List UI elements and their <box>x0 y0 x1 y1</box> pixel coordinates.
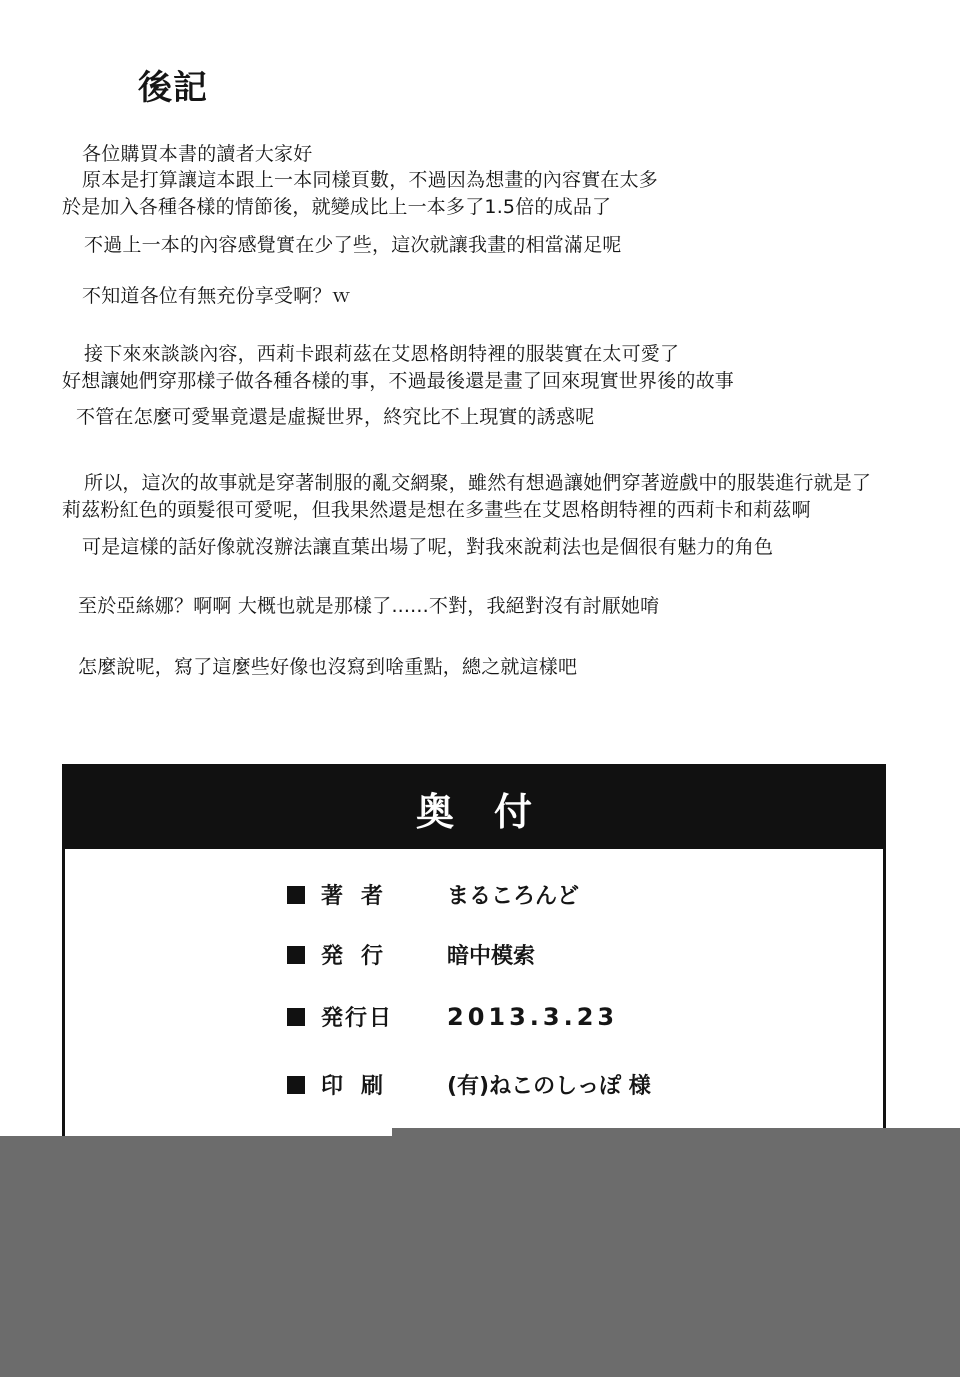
colophon-row-date <box>287 1001 618 1032</box>
afterword-line: 可是這樣的話好像就沒辦法讓直葉出場了呢，對我來說莉法也是個很有魅力的角色 <box>82 536 774 558</box>
afterword-line: 好想讓她們穿那樣子做各種各樣的事，不過最後還是畫了回來現實世界後的故事 <box>62 370 735 392</box>
colophon-row-author <box>287 879 579 910</box>
square-bullet-icon <box>287 1076 305 1094</box>
colophon-box <box>62 764 886 1184</box>
colophon-row-printer <box>287 1069 651 1100</box>
afterword-line: 莉茲粉紅色的頭髮很可愛呢，但我果然還是想在多畫些在艾恩格朗特裡的西莉卡和莉茲啊 <box>62 499 811 521</box>
colophon-value: 2013.3.23 <box>447 1002 619 1031</box>
colophon-title: 奥付 <box>65 767 883 849</box>
square-bullet-icon <box>287 1008 305 1026</box>
afterword-line: 於是加入各種各樣的情節後，就變成比上一本多了1.5倍的成品了 <box>62 196 612 218</box>
square-bullet-icon <box>287 946 305 964</box>
colophon-label: 著者 <box>321 884 402 909</box>
afterword-line: 不管在怎麼可愛畢竟還是虛擬世界，終究比不上現實的誘惑呢 <box>76 406 595 428</box>
colophon-label: 発行 <box>321 944 402 969</box>
colophon-label: 発行日 <box>321 1006 394 1031</box>
colophon-value: まるころんど <box>447 884 580 909</box>
afterword-line: 怎麼說呢，寫了這麼些好像也沒寫到啥重點，總之就這樣吧 <box>78 656 578 678</box>
afterword-line: 不知道各位有無充份享受啊？ｗ <box>82 285 351 307</box>
colophon-label: 印刷 <box>321 1074 402 1099</box>
afterword-line: 至於亞絲娜？啊啊 大概也就是那樣了......不對，我絕對沒有討厭她唷 <box>78 595 660 617</box>
afterword-title: 後記 <box>138 68 208 108</box>
afterword-line: 不過上一本的內容感覺實在少了些，這次就讓我畫的相當滿足呢 <box>84 234 622 256</box>
square-bullet-icon <box>287 886 305 904</box>
afterword-line: 原本是打算讓這本跟上一本同樣頁數，不過因為想畫的內容實在太多 <box>82 169 659 191</box>
afterword-line: 各位購買本書的讀者大家好 <box>82 143 313 165</box>
afterword-line: 所以，這次的故事就是穿著制服的亂交網聚，雖然有想過讓她們穿著遊戲中的服裝進行就是了 <box>84 472 872 494</box>
censor-block <box>0 1136 960 1377</box>
afterword-line: 接下來來談談內容，西莉卡跟莉茲在艾恩格朗特裡的服裝實在太可愛了 <box>84 343 680 365</box>
colophon-value: (有)ねこのしっぽ 様 <box>447 1074 651 1099</box>
colophon-row-publisher <box>287 939 535 970</box>
colophon-value: 暗中模索 <box>447 944 536 969</box>
